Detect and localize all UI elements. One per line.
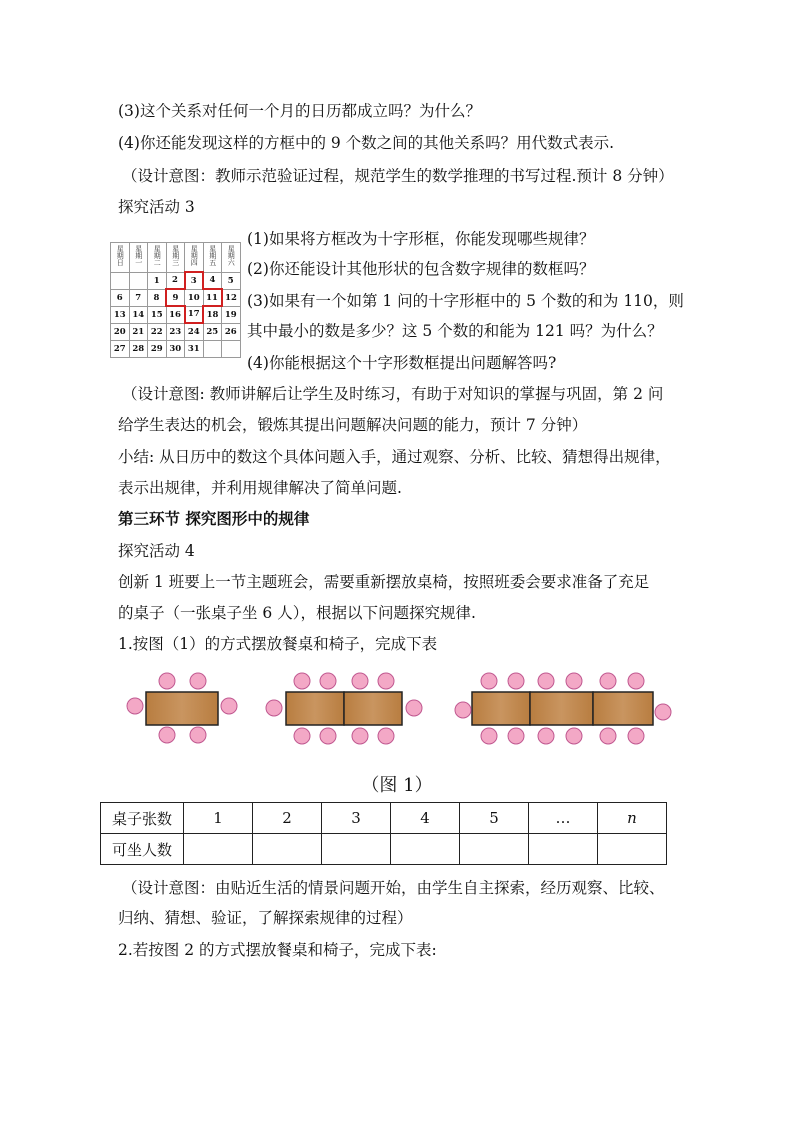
task-2: 2.若按图 2 的方式摆放餐桌和椅子，完成下表:: [118, 941, 437, 959]
calendar-cell: [111, 272, 130, 289]
calendar-cell: 24: [185, 323, 204, 340]
seating-table: [100, 802, 667, 865]
table-row: [101, 803, 667, 834]
summary-line1: 小结: 从日历中的数这个具体问题入手，通过观察、分析、比较、猜想得出规律，: [118, 448, 671, 466]
paragraph-line1: 创新 1 班要上一节主题班会，需要重新摆放桌椅，按照班委会要求准备了充足: [118, 573, 650, 591]
column-value: 5: [460, 803, 529, 834]
activity-3-heading: 探究活动 3: [118, 198, 195, 216]
section-3-heading: 第三环节 探究图形中的规律: [118, 509, 310, 528]
calendar-cell: 29: [148, 340, 167, 357]
calendar-cell: 31: [185, 340, 204, 357]
design-intent-3-line1: （设计意图：由贴近生活的情景问题开始，由学生自主探索，经历观察、比较、: [122, 879, 665, 897]
calendar-cell: 4: [203, 272, 222, 289]
calendar-cell: 7: [129, 289, 148, 306]
arrangement-1-table: [146, 692, 218, 725]
calendar-cell: [129, 272, 148, 289]
row-header-seats: 可坐人数: [101, 834, 184, 865]
answer-cell[interactable]: [391, 834, 460, 865]
calendar-cell: 15: [148, 306, 167, 323]
activity-3-q1: (1)如果将方框改为十字形框，你能发现哪些规律？: [247, 230, 595, 248]
paragraph-line2: 的桌子（一张桌子坐 6 人），根据以下问题探究规律.: [118, 604, 476, 622]
calendar-row: [111, 306, 241, 323]
task-1: 1.按图（1）的方式摆放餐桌和椅子，完成下表: [118, 635, 438, 653]
answer-cell[interactable]: [322, 834, 391, 865]
calendar-cell: 13: [111, 306, 130, 323]
column-value: n: [598, 803, 667, 834]
calendar-cell: 6: [111, 289, 130, 306]
design-intent-2-line2: 给学生表达的机会，锻炼其提出问题解决问题的能力，预计 7 分钟）: [118, 416, 588, 434]
calendar-cell: 30: [166, 340, 185, 357]
calendar-cell: 12: [222, 289, 241, 306]
column-value: 4: [391, 803, 460, 834]
calendar-header: 星期一: [129, 243, 148, 273]
calendar-cell: 11: [203, 289, 222, 306]
calendar-header-row: [111, 243, 241, 273]
answer-cell[interactable]: [529, 834, 598, 865]
calendar-cell: 1: [148, 272, 167, 289]
summary-line2: 表示出规律，并利用规律解决了简单问题.: [118, 479, 402, 497]
calendar-cell: 5: [222, 272, 241, 289]
activity-3-q2: (2)你还能设计其他形状的包含数字规律的数框吗？: [247, 260, 595, 278]
calendar-row: [111, 272, 241, 289]
answer-cell[interactable]: [598, 834, 667, 865]
calendar-cell: 18: [203, 306, 222, 323]
figure-caption: （图 1）: [361, 775, 433, 796]
calendar-cell: 20: [111, 323, 130, 340]
question-3: (3)这个关系对任何一个月的日历都成立吗？为什么？: [118, 102, 481, 120]
calendar-cell: 3: [185, 272, 204, 289]
calendar-cell: 28: [129, 340, 148, 357]
calendar-cell: 16: [166, 306, 185, 323]
table-row: [101, 834, 667, 865]
arrangement-2-tables: [286, 692, 402, 725]
calendar-header: 星期三: [166, 243, 185, 273]
column-value: 2: [253, 803, 322, 834]
answer-cell[interactable]: [253, 834, 322, 865]
calendar-cell: 17: [185, 306, 204, 323]
calendar-cell: 27: [111, 340, 130, 357]
calendar-header: 星期二: [148, 243, 167, 273]
calendar-row: [111, 289, 241, 306]
calendar-cell: 22: [148, 323, 167, 340]
calendar-cell: 21: [129, 323, 148, 340]
calendar-cell: [222, 340, 241, 357]
calendar-cell: 23: [166, 323, 185, 340]
calendar-header: 星期日: [111, 243, 130, 273]
column-value: 3: [322, 803, 391, 834]
table-arrangement-figure: [118, 670, 688, 760]
column-value: 1: [184, 803, 253, 834]
design-intent-1: （设计意图：教师示范验证过程，规范学生的数学推理的书写过程.预计 8 分钟）: [122, 167, 674, 185]
calendar-cell: 2: [166, 272, 185, 289]
row-header-tables: 桌子张数: [101, 803, 184, 834]
question-4: (4)你还能发现这样的方框中的 9 个数之间的其他关系吗？用代数式表示.: [118, 134, 615, 152]
calendar-cell: 25: [203, 323, 222, 340]
activity-4-heading: 探究活动 4: [118, 542, 195, 560]
activity-3-q3-line1: (3)如果有一个如第 1 问的十字形框中的 5 个数的和为 110，则: [247, 292, 684, 310]
arrangement-3-tables: [472, 692, 653, 725]
answer-cell[interactable]: [460, 834, 529, 865]
column-value: …: [529, 803, 598, 834]
calendar-cell: 14: [129, 306, 148, 323]
calendar-cell: 10: [185, 289, 204, 306]
calendar-header: 星期四: [185, 243, 204, 273]
calendar-cell: 26: [222, 323, 241, 340]
calendar-row: [111, 323, 241, 340]
calendar-row: [111, 340, 241, 357]
calendar-cell: 19: [222, 306, 241, 323]
calendar-header: 星期五: [203, 243, 222, 273]
answer-cell[interactable]: [184, 834, 253, 865]
design-intent-3-line2: 归纳、猜想、验证，了解探索规律的过程）: [118, 909, 413, 927]
design-intent-2-line1: （设计意图: 教师讲解后让学生及时练习，有助于对知识的掌握与巩固，第 2 问: [122, 385, 664, 403]
calendar-cell: 9: [166, 289, 185, 306]
activity-3-q3-line2: 其中最小的数是多少？这 5 个数的和能为 121 吗？为什么？: [247, 322, 663, 340]
calendar-table: [110, 242, 241, 358]
calendar-header: 星期六: [222, 243, 241, 273]
calendar-cell: 8: [148, 289, 167, 306]
activity-3-q4: (4)你能根据这个十字形数框提出问题解答吗?: [247, 354, 557, 372]
calendar-cell: [203, 340, 222, 357]
